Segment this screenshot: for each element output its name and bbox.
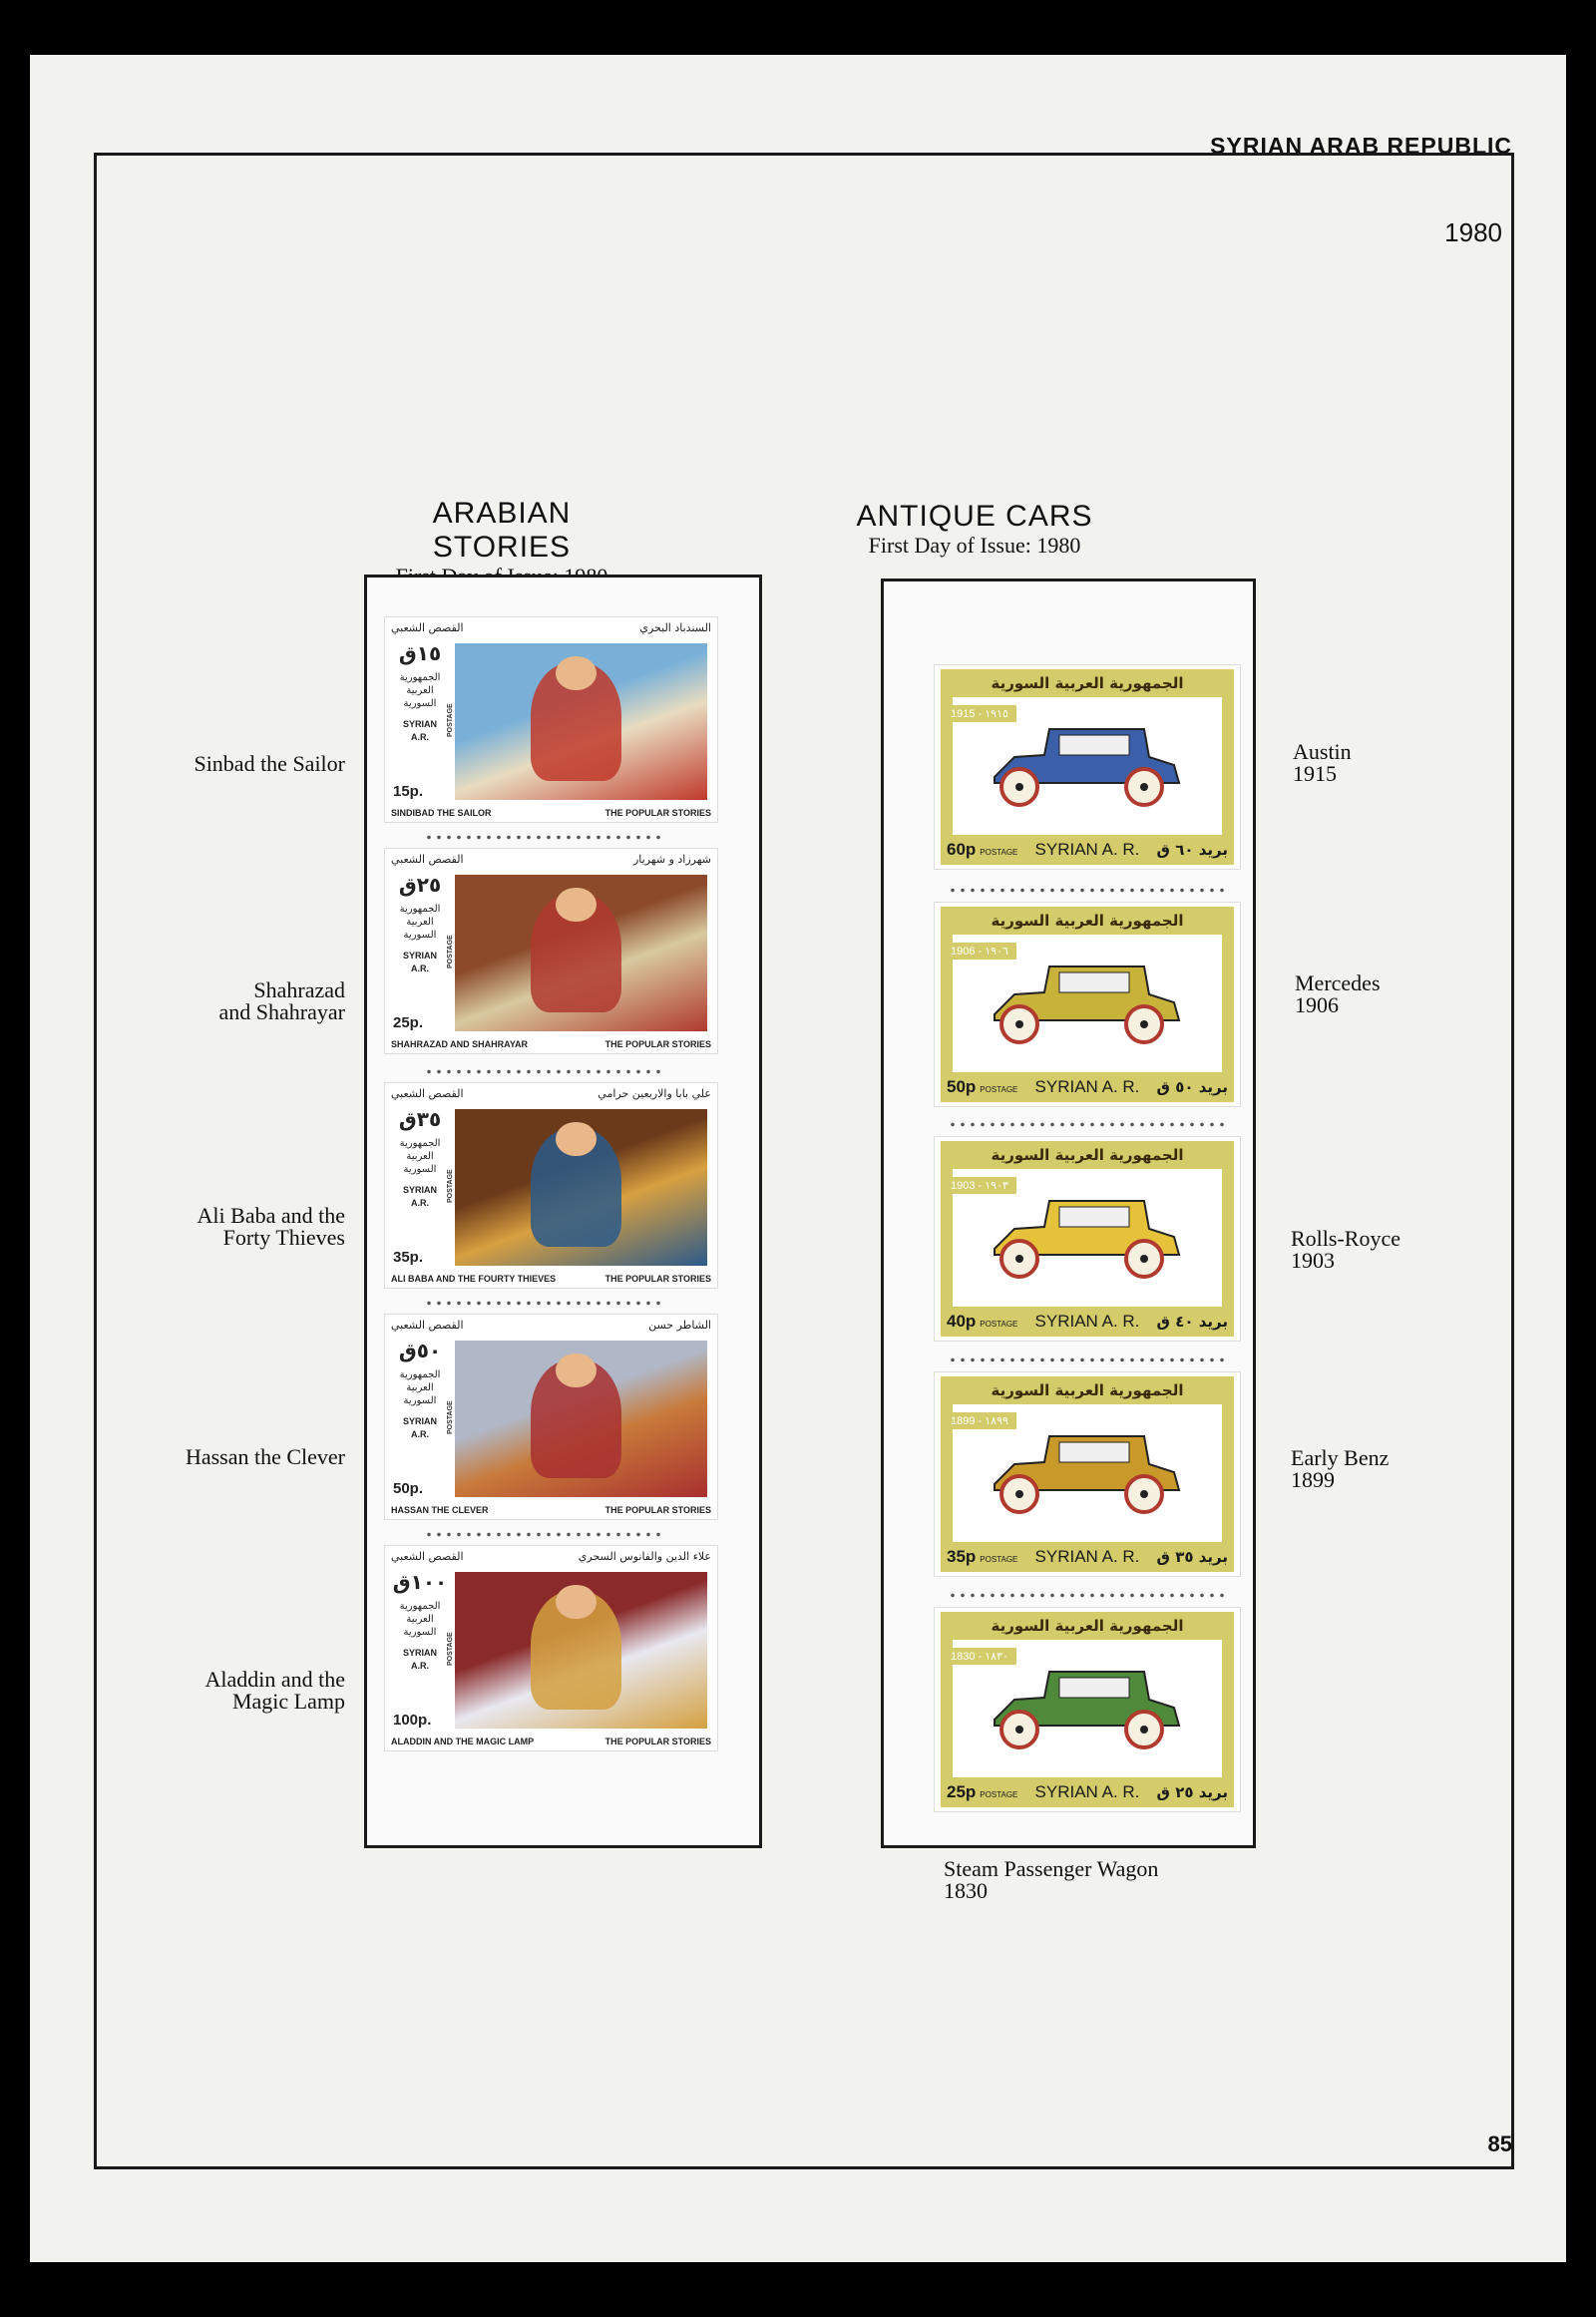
car-wheel-hub	[1140, 1020, 1148, 1028]
caption-line: Austin	[1293, 739, 1352, 764]
stamp-country: SYRIAN A. R.	[1034, 1547, 1140, 1566]
stamp-series-arabic: القصص الشعبي	[391, 853, 464, 866]
set-title-antique-cars	[840, 500, 1109, 559]
caption-antique-car	[1293, 741, 1596, 785]
stamp-footer	[391, 1737, 711, 1746]
car-window	[1059, 972, 1129, 992]
stamp-country-arabic-line: السورية	[403, 698, 437, 709]
stamp-country-latin	[391, 950, 449, 975]
stamp-value-bar	[941, 1542, 1234, 1572]
country-heading: SYRIAN ARAB REPUBLIC	[1210, 133, 1512, 159]
stamp-arabic-header: الجمهورية العربية السورية	[941, 1612, 1234, 1640]
stamp-arabian-stories[interactable]	[384, 1545, 718, 1751]
stamp-illustration	[455, 1572, 707, 1729]
caption-line: Steam Passenger Wagon	[944, 1856, 1159, 1881]
stamp-country-arabic	[391, 1600, 449, 1639]
stamp-postage-label: POSTAGE	[447, 935, 454, 968]
caption-antique-car	[1291, 1228, 1596, 1272]
stamp-country-arabic-line: العربية	[406, 685, 434, 696]
stamp-value-bar	[941, 1072, 1234, 1102]
stamp-footer-title: ALADDIN AND THE MAGIC LAMP	[391, 1737, 535, 1746]
stamp-arabic-value	[1157, 841, 1228, 859]
stamp-country-arabic-line: الجمهورية	[399, 672, 441, 683]
page-frame	[94, 153, 1514, 2169]
stamp-country-latin-line: A.R.	[411, 964, 429, 973]
stamp-postage-label: POSTAGE	[980, 1790, 1018, 1799]
stamp-country-latin-line: SYRIAN	[402, 951, 437, 961]
stamp-footer	[391, 1039, 711, 1049]
stamp-arabic-value: ١٠٠ق	[392, 1570, 448, 1594]
caption-line: Forty Thieves	[222, 1225, 345, 1250]
stamp-arabic-value-text: ٣٥ ق	[1156, 1548, 1194, 1566]
stamp-country-latin-line: SYRIAN	[402, 719, 437, 729]
stamp-value-bar	[941, 1777, 1234, 1807]
stamp-illustration	[455, 643, 707, 800]
caption-line: Mercedes	[1295, 970, 1381, 995]
stamp-illustration	[455, 1109, 707, 1266]
caption-line: 1906	[1295, 992, 1339, 1017]
stamp-value: 100p.	[393, 1712, 432, 1729]
stamp-series-arabic: القصص الشعبي	[391, 1087, 464, 1100]
stamp-country-arabic-line: الجمهورية	[399, 1601, 441, 1612]
stamp-country-latin-line: SYRIAN	[402, 1185, 437, 1195]
stamp-value-text: 60p	[947, 840, 977, 859]
caption-line: Ali Baba and the	[197, 1203, 345, 1228]
stamp-figure-head	[556, 1585, 596, 1620]
stamp-country-arabic-line: العربية	[406, 1614, 434, 1625]
stamp-country-latin	[391, 1647, 449, 1673]
stamp-country-arabic-line: الجمهورية	[399, 904, 441, 915]
stamp-postage-label: POSTAGE	[447, 1169, 454, 1203]
car-wheel-hub	[1015, 1020, 1023, 1028]
car-window	[1059, 1678, 1129, 1698]
page-number: 85	[1487, 2131, 1512, 2156]
stamp-antique-car[interactable]	[934, 1136, 1241, 1342]
caption-arabian-story	[110, 753, 345, 775]
stamp-country-arabic-line: السورية	[403, 1164, 437, 1175]
stamp-value	[947, 1547, 1017, 1567]
stamp-country-latin-line: A.R.	[411, 1429, 429, 1439]
stamp-arabic-header: الجمهورية العربية السورية	[941, 669, 1234, 697]
stamp-country-latin-line: A.R.	[411, 1661, 429, 1671]
stamp-value	[947, 840, 1017, 860]
stamp-antique-car[interactable]	[934, 902, 1241, 1107]
caption-line: Shahrazad	[253, 977, 345, 1002]
stamp-arabic-header	[391, 621, 711, 634]
caption-line: 1903	[1291, 1248, 1335, 1273]
stamp-postage-label: POSTAGE	[447, 1632, 454, 1666]
perforation-row	[948, 1593, 1227, 1598]
stamp-arabic-value-text: ٤٠ ق	[1156, 1313, 1194, 1331]
stamp-year-range: 1899 - ١٨٩٩	[943, 1412, 1016, 1429]
stamp-arabic-value: ٢٥ق	[398, 873, 442, 897]
stamp-title-arabic: السندباد البحري	[639, 621, 711, 634]
caption-line: Early Benz	[1291, 1445, 1390, 1470]
set-title-text: ARABIAN STORIES	[432, 497, 572, 564]
stamp-country-arabic	[391, 903, 449, 942]
perforation-row	[424, 1301, 663, 1306]
caption-line: Rolls-Royce	[1291, 1226, 1400, 1251]
stamp-country-latin	[391, 718, 449, 744]
car-wheel-hub	[1015, 1490, 1023, 1498]
caption-arabian-story	[110, 1669, 345, 1713]
stamp-value-bar	[941, 1307, 1234, 1337]
stamp-arabic-post: بريد	[1198, 841, 1228, 859]
car-window	[1059, 1442, 1129, 1462]
stamp-title-arabic: الشاطر حسن	[648, 1319, 711, 1332]
car-wheel-hub	[1015, 1726, 1023, 1734]
stamp-car-illustration	[975, 1424, 1194, 1519]
caption-line: Magic Lamp	[231, 1689, 345, 1714]
perforation-row	[948, 888, 1227, 893]
stamp-arabian-stories[interactable]	[384, 848, 718, 1054]
stamp-arabic-post: بريد	[1198, 1783, 1228, 1801]
stamp-antique-car[interactable]	[934, 1607, 1241, 1812]
stamp-side-panel	[391, 1570, 449, 1673]
caption-line: and Shahrayar	[218, 999, 345, 1024]
perforation-row	[948, 1122, 1227, 1127]
stamp-year-range: 1906 - ١٩٠٦	[943, 943, 1016, 960]
stamp-value: 15p.	[393, 783, 424, 800]
stamp-side-panel	[391, 873, 449, 975]
car-wheel-hub	[1140, 783, 1148, 791]
stamp-country-arabic-line: العربية	[406, 1151, 434, 1162]
stamp-car-illustration	[975, 955, 1194, 1049]
stamp-country-arabic-line: السورية	[403, 1627, 437, 1638]
stamp-arabic-header: الجمهورية العربية السورية	[941, 1141, 1234, 1169]
stamp-arabic-value	[1157, 1548, 1228, 1566]
stamp-country-latin-line: SYRIAN	[402, 1648, 437, 1658]
stamp-arabic-header: الجمهورية العربية السورية	[941, 1376, 1234, 1404]
car-wheel-hub	[1015, 783, 1023, 791]
perforation-row	[424, 1532, 663, 1537]
stamp-country-latin	[391, 1184, 449, 1210]
stamp-country-latin-line: A.R.	[411, 732, 429, 742]
stamp-postage-label: POSTAGE	[447, 1400, 454, 1434]
stamp-arabic-post: بريد	[1198, 1078, 1228, 1096]
stamp-arabic-value: ٣٥ق	[398, 1107, 442, 1131]
caption-arabian-story	[110, 979, 345, 1023]
stamp-value: 25p.	[393, 1014, 424, 1031]
stamp-car-illustration	[975, 1189, 1194, 1284]
stamp-country-latin	[391, 1415, 449, 1441]
stamp-postage-label: POSTAGE	[980, 1320, 1018, 1329]
caption-line: Sinbad the Sailor	[194, 751, 345, 776]
stamp-arabic-value-text: ٥٠ ق	[1156, 1078, 1194, 1096]
perforation-row	[424, 1069, 663, 1074]
stamp-antique-car[interactable]	[934, 664, 1241, 870]
stamp-arabic-value: ١٥ق	[398, 641, 442, 665]
stamp-title-arabic: علي بابا والاربعين حرامي	[598, 1087, 711, 1100]
stamp-series-arabic: القصص الشعبي	[391, 621, 464, 634]
stamp-footer-series: THE POPULAR STORIES	[604, 1039, 711, 1049]
stamp-footer	[391, 1505, 711, 1515]
stamp-country-latin-line: A.R.	[411, 1198, 429, 1208]
stamp-postage-label: POSTAGE	[980, 848, 1018, 857]
stamp-arabic-header	[391, 853, 711, 866]
stamp-arabic-value	[1157, 1078, 1228, 1096]
stamp-year-range: 1915 - ١٩١٥	[943, 705, 1016, 722]
stamp-footer-title: SINDIBAD THE SAILOR	[391, 808, 492, 818]
stamp-car-illustration	[975, 1660, 1194, 1754]
stamp-value	[947, 1782, 1017, 1802]
stamp-footer-series: THE POPULAR STORIES	[604, 1505, 711, 1515]
stamp-country-latin-line: SYRIAN	[402, 1416, 437, 1426]
car-wheel-hub	[1140, 1255, 1148, 1263]
stamp-footer-series: THE POPULAR STORIES	[604, 1737, 711, 1746]
stamp-arabic-value	[1157, 1313, 1228, 1331]
stamp-country-arabic-line: السورية	[403, 930, 437, 941]
stamp-illustration	[455, 875, 707, 1031]
stamp-postage-label: POSTAGE	[980, 1085, 1018, 1094]
caption-line: 1830	[944, 1878, 988, 1903]
stamp-country: SYRIAN A. R.	[1034, 1312, 1140, 1331]
car-window	[1059, 735, 1129, 755]
stamp-figure-head	[556, 1122, 596, 1157]
stamp-country-arabic-line: العربية	[406, 1382, 434, 1393]
stamp-year-range: 1903 - ١٩٠٣	[943, 1177, 1016, 1194]
stamp-arabian-stories[interactable]	[384, 1082, 718, 1289]
car-wheel-hub	[1140, 1490, 1148, 1498]
caption-arabian-story	[110, 1446, 345, 1468]
stamp-country: SYRIAN A. R.	[1034, 1782, 1140, 1801]
stamp-arabic-value-text: ٢٥ ق	[1156, 1783, 1194, 1801]
stamp-title-arabic: شهرزاد و شهريار	[632, 853, 711, 866]
stamp-illustration	[455, 1341, 707, 1497]
caption-line: Hassan the Clever	[185, 1444, 345, 1469]
perforation-row	[948, 1357, 1227, 1362]
car-window	[1059, 1207, 1129, 1227]
stamp-value-bar	[941, 835, 1234, 865]
stamp-value	[947, 1077, 1017, 1097]
stamp-footer-title: SHAHRAZAD AND SHAHRAYAR	[391, 1039, 529, 1049]
stamp-side-panel	[391, 1339, 449, 1441]
stamp-value: 35p.	[393, 1249, 424, 1266]
stamp-value	[947, 1312, 1017, 1332]
stamp-country-arabic-line: العربية	[406, 917, 434, 928]
stamp-postage-label: POSTAGE	[447, 703, 454, 737]
stamp-value-text: 25p	[947, 1782, 977, 1801]
stamp-side-panel	[391, 1107, 449, 1210]
stamp-footer-series: THE POPULAR STORIES	[604, 808, 711, 818]
year-heading: 1980	[1444, 217, 1502, 247]
stamp-value-text: 35p	[947, 1547, 977, 1566]
stamp-antique-car[interactable]	[934, 1371, 1241, 1577]
caption-line: 1915	[1293, 761, 1337, 786]
caption-antique-car	[1291, 1447, 1596, 1491]
stamp-figure-head	[556, 656, 596, 691]
stamp-country-arabic-line: الجمهورية	[399, 1369, 441, 1380]
stamp-side-panel	[391, 641, 449, 744]
stamp-footer-title: ALI BABA AND THE FOURTY THIEVES	[391, 1274, 557, 1284]
caption-antique-car	[944, 1858, 1263, 1902]
album-page	[30, 55, 1566, 2262]
stamp-postage-label: POSTAGE	[980, 1555, 1018, 1564]
stamp-country-arabic	[391, 671, 449, 710]
perforation-row	[424, 835, 663, 840]
stamp-country-arabic	[391, 1137, 449, 1176]
stamp-country-arabic	[391, 1368, 449, 1407]
stamp-value-text: 40p	[947, 1312, 977, 1331]
stamp-arabic-header	[391, 1550, 711, 1563]
stamp-title-arabic: علاء الدين والفانوس السحري	[578, 1550, 711, 1563]
stamp-car-illustration	[975, 717, 1194, 812]
stamp-arabic-header: الجمهورية العربية السورية	[941, 907, 1234, 935]
stamp-series-arabic: القصص الشعبي	[391, 1550, 464, 1563]
stamp-figure-head	[556, 888, 596, 923]
car-wheel-hub	[1140, 1726, 1148, 1734]
stamp-arabic-post: بريد	[1198, 1548, 1228, 1566]
car-wheel-hub	[1015, 1255, 1023, 1263]
stamp-footer	[391, 808, 711, 818]
stamp-arabic-value: ٥٠ق	[398, 1339, 442, 1362]
caption-arabian-story	[110, 1205, 345, 1249]
stamp-value-text: 50p	[947, 1077, 977, 1096]
stamp-arabic-header	[391, 1319, 711, 1332]
stamp-arabic-post: بريد	[1198, 1313, 1228, 1331]
caption-antique-car	[1295, 972, 1596, 1016]
stamp-country: SYRIAN A. R.	[1034, 840, 1140, 859]
stamp-arabic-header	[391, 1087, 711, 1100]
stamp-arabian-stories[interactable]	[384, 616, 718, 823]
set-title-text: ANTIQUE CARS	[856, 500, 1093, 533]
stamp-footer	[391, 1274, 711, 1284]
caption-line: 1899	[1291, 1467, 1335, 1492]
stamp-footer-title: HASSAN THE CLEVER	[391, 1505, 489, 1515]
stamp-series-arabic: القصص الشعبي	[391, 1319, 464, 1332]
stamp-figure-head	[556, 1353, 596, 1388]
set-subtitle-text: First Day of Issue: 1980	[868, 533, 1081, 558]
stamp-arabic-value	[1157, 1783, 1228, 1801]
stamp-country: SYRIAN A. R.	[1034, 1077, 1140, 1096]
stamp-country-arabic-line: السورية	[403, 1395, 437, 1406]
caption-line: Aladdin and the	[204, 1667, 345, 1692]
stamp-footer-series: THE POPULAR STORIES	[604, 1274, 711, 1284]
stamp-year-range: 1830 - ١٨٣٠	[943, 1648, 1016, 1665]
stamp-arabian-stories[interactable]	[384, 1314, 718, 1520]
stamp-arabic-value-text: ٦٠ ق	[1156, 841, 1194, 859]
stamp-country-arabic-line: الجمهورية	[399, 1138, 441, 1149]
stamp-value: 50p.	[393, 1480, 424, 1497]
